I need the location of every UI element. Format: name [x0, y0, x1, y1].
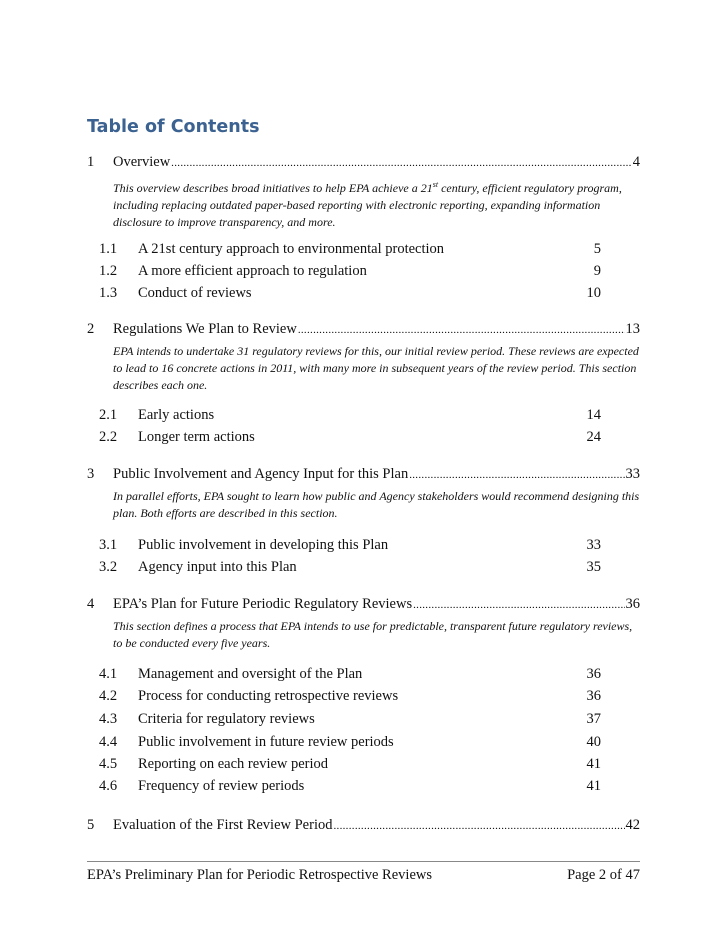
section-description: This overview describes broad initiatives to help EPA achieve a 21st century, efficient regulatory program, including replacing outdated paper-based reporting with electronic reporting, expanding information disclosure to improve transparency, and more. — [113, 180, 622, 229]
section-title[interactable]: Overview — [113, 154, 171, 170]
subsection-number: 4.5 — [99, 756, 118, 772]
footer-document-title: EPA’s Preliminary Plan for Periodic Retrospective Reviews — [87, 867, 432, 883]
toc-subsection-1-3[interactable] — [99, 285, 601, 302]
section-page[interactable]: 33 — [625, 466, 640, 482]
subsection-page[interactable]: 36 — [586, 666, 601, 682]
dot-leader — [413, 599, 624, 611]
subsection-title[interactable]: A 21st century approach to environmental protection — [138, 241, 445, 257]
subsection-number: 4.3 — [99, 711, 118, 727]
subsection-number: 4.2 — [99, 688, 118, 704]
subsection-page[interactable]: 37 — [586, 711, 601, 727]
subsection-number: 3.1 — [99, 537, 118, 553]
section-number: 5 — [87, 817, 95, 833]
subsection-number: 2.1 — [99, 407, 118, 423]
section-page[interactable]: 42 — [625, 817, 640, 833]
toc-subsection-3-2[interactable] — [99, 559, 601, 576]
section-title[interactable]: Evaluation of the First Review Period — [113, 817, 333, 833]
page-footer — [87, 867, 640, 884]
section-description: EPA intends to undertake 31 regulatory reviews for this, our initial review period. These reviews are expected to lead to 16 concrete actions in 2011, with many more in subsequent years of the review period. This section describes each one. — [113, 344, 639, 392]
subsection-page[interactable]: 14 — [586, 407, 601, 423]
toc-subsection-2-2[interactable] — [99, 429, 601, 446]
section-number: 2 — [87, 321, 95, 337]
section-description: This section defines a process that EPA intends to use for predictable, transparent future regulatory reviews, to be conducted every five years. — [113, 619, 633, 650]
subsection-page[interactable]: 10 — [586, 285, 601, 301]
toc-section-2[interactable] — [87, 321, 640, 394]
subsection-page[interactable]: 33 — [586, 537, 601, 553]
subsection-number: 1.1 — [99, 241, 118, 257]
dot-leader — [171, 157, 632, 169]
footer-divider — [87, 861, 640, 862]
section-page[interactable]: 36 — [625, 596, 640, 612]
section-number: 4 — [87, 596, 95, 612]
section-page[interactable]: 4 — [632, 154, 640, 170]
subsection-page[interactable]: 36 — [586, 688, 601, 704]
subsection-title[interactable]: Longer term actions — [138, 429, 255, 445]
subsection-page[interactable]: 9 — [593, 263, 601, 279]
dot-leader — [409, 469, 624, 481]
footer-page-number: Page 2 of 47 — [567, 867, 640, 883]
section-number: 3 — [87, 466, 95, 482]
section-title[interactable]: Regulations We Plan to Review — [113, 321, 297, 337]
toc-section-4[interactable] — [87, 596, 640, 652]
subsection-title[interactable]: Reporting on each review period — [138, 756, 329, 772]
subsection-title[interactable]: Early actions — [138, 407, 215, 423]
toc-section-1[interactable] — [87, 154, 640, 231]
subsection-number: 1.2 — [99, 263, 118, 279]
toc-section-3[interactable] — [87, 466, 640, 522]
toc-subsection-4-1[interactable] — [99, 666, 601, 683]
subsection-page[interactable]: 41 — [586, 756, 601, 772]
subsection-title[interactable]: Public involvement in future review periods — [138, 734, 394, 750]
subsection-number: 1.3 — [99, 285, 118, 301]
subsection-title[interactable]: A more efficient approach to regulation — [138, 263, 367, 279]
subsection-title[interactable]: Management and oversight of the Plan — [138, 666, 363, 682]
subsection-number: 4.6 — [99, 778, 118, 794]
subsection-title[interactable]: Conduct of reviews — [138, 285, 252, 301]
subsection-number: 3.2 — [99, 559, 118, 575]
subsection-number: 4.1 — [99, 666, 118, 682]
subsection-title[interactable]: Frequency of review periods — [138, 778, 305, 794]
toc-subsection-4-4[interactable] — [99, 734, 601, 751]
toc-subsection-1-1[interactable] — [99, 241, 601, 258]
toc-subsection-4-3[interactable] — [99, 711, 601, 728]
subsection-number: 4.4 — [99, 734, 118, 750]
section-description: In parallel efforts, EPA sought to learn how public and Agency stakeholders would recommend designing this plan. Both efforts are described in this section. — [113, 489, 640, 520]
toc-subsection-4-2[interactable] — [99, 688, 601, 705]
subsection-number: 2.2 — [99, 429, 118, 445]
section-page[interactable]: 13 — [625, 321, 640, 337]
subsection-page[interactable]: 41 — [586, 778, 601, 794]
toc-subsection-4-5[interactable] — [99, 756, 601, 773]
subsection-page[interactable]: 40 — [586, 734, 601, 750]
section-number: 1 — [87, 154, 95, 170]
section-title[interactable]: EPA’s Plan for Future Periodic Regulatory Reviews — [113, 596, 413, 612]
toc-subsection-2-1[interactable] — [99, 407, 601, 424]
dot-leader — [333, 820, 624, 832]
subsection-page[interactable]: 5 — [593, 241, 601, 257]
toc-subsection-1-2[interactable] — [99, 263, 601, 280]
toc-subsection-3-1[interactable] — [99, 537, 601, 554]
subsection-page[interactable]: 24 — [586, 429, 601, 445]
subsection-title[interactable]: Process for conducting retrospective reviews — [138, 688, 399, 704]
subsection-page[interactable]: 35 — [586, 559, 601, 575]
toc-section-5[interactable] — [87, 817, 640, 834]
toc-subsection-4-6[interactable] — [99, 778, 601, 795]
subsection-title[interactable]: Public involvement in developing this Plan — [138, 537, 389, 553]
section-title[interactable]: Public Involvement and Agency Input for this Plan — [113, 466, 409, 482]
toc-heading: Table of Contents — [87, 117, 260, 137]
subsection-title[interactable]: Criteria for regulatory reviews — [138, 711, 315, 727]
dot-leader — [298, 324, 625, 336]
subsection-title[interactable]: Agency input into this Plan — [138, 559, 297, 575]
